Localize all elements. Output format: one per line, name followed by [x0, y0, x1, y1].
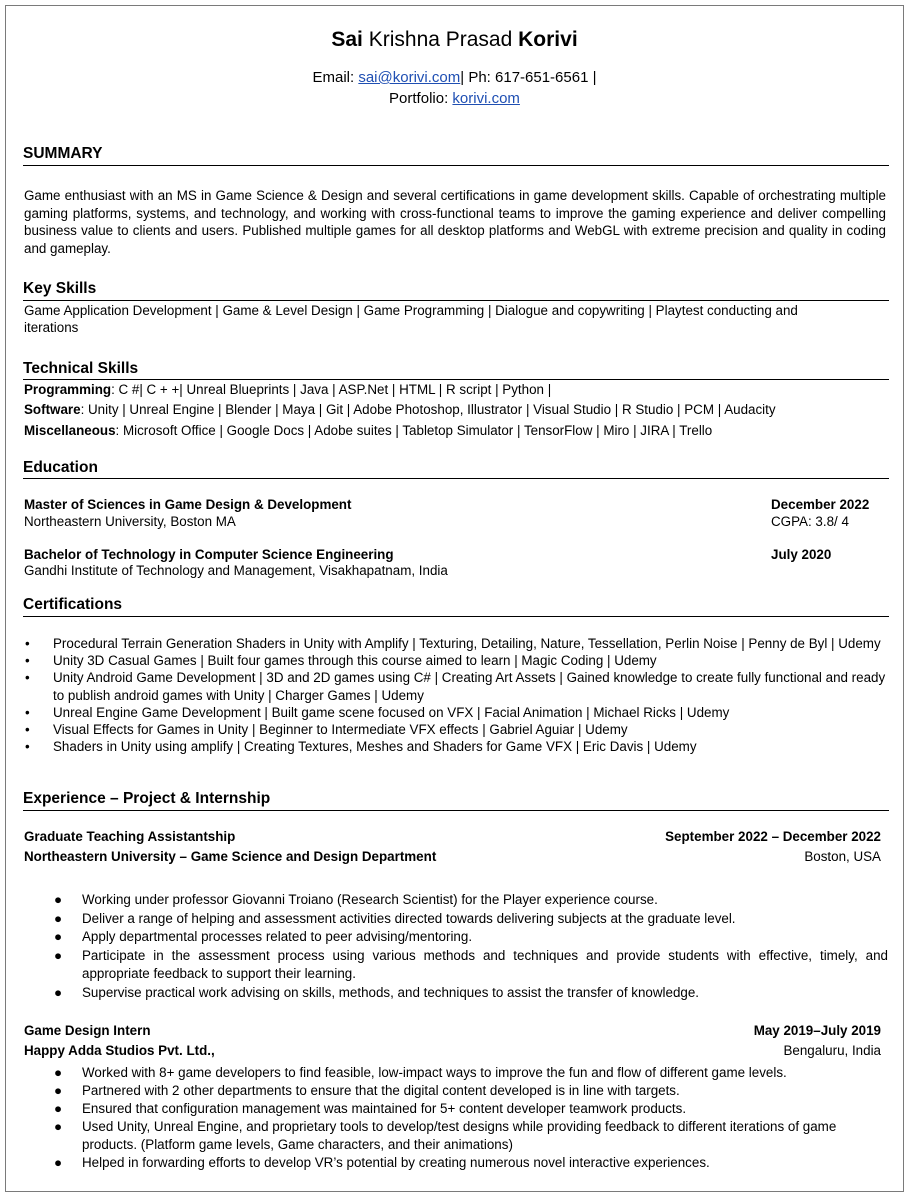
education-heading: Education [23, 459, 98, 476]
list-item-text: Helped in forwarding efforts to develop VR’s potential by creating numerous novel interactive experiences. [82, 1155, 710, 1170]
key-skills-line-1: Game Application Development | Game & Level Design | Game Programming | Dialogue and copywriting | Playtest conducting and [24, 303, 798, 318]
list-item [54, 1064, 882, 1082]
resume-page [5, 5, 904, 1192]
education-rule [23, 478, 889, 479]
experience-heading: Experience – Project & Internship [23, 790, 271, 807]
list-item-text: Unity Android Game Development | 3D and 2D games using C# | Creating Art Assets | Gained knowledge to create fully functional and ready to publish android games with Unity | Charger Games | Udemy [53, 670, 886, 703]
list-item-text: Deliver a range of helping and assessment activities directed towards delivering subjects at the graduate level. [82, 910, 736, 926]
list-item [54, 910, 888, 929]
bullet-icon: ● [54, 1083, 63, 1098]
list-item-text: Procedural Terrain Generation Shaders in Unity with Amplify | Texturing, Detailing, Nature, Tessellation, Perlin Noise | Penny de Byl | Udemy [53, 636, 881, 651]
skills-row-value: : Microsoft Office | Google Docs | Adobe suites | Tabletop Simulator | TensorFlow | Miro | JIRA | Trello [115, 423, 713, 438]
skills-row-value: : C #| C + +| Unreal Blueprints | Java | ASP.Net | HTML | R script | Python | [111, 382, 552, 397]
list-item-text: Unity 3D Casual Games | Built four games through this course aimed to learn | Magic Coding | Udemy [53, 653, 657, 669]
bullet-icon: ● [54, 1155, 63, 1170]
bullet-icon: • [25, 636, 30, 651]
phone-text: | Ph: 617-651-6561 | [460, 69, 597, 86]
edu-school: Gandhi Institute of Technology and Management, Visakhapatnam, India [24, 563, 448, 578]
list-item [54, 1118, 882, 1154]
list-item [54, 984, 888, 1003]
list-item [54, 1082, 882, 1100]
first-name: Sai [331, 28, 363, 51]
list-item-text: Visual Effects for Games in Unity | Beginner to Intermediate VFX effects | Gabriel Aguiar | Udemy [53, 722, 628, 738]
bullet-icon: • [25, 670, 30, 686]
job-org: Northeastern University – Game Science and Design Department [24, 849, 437, 864]
portfolio-line [6, 88, 903, 109]
technical-skills-rule [23, 379, 889, 380]
technical-skills-heading: Technical Skills [23, 360, 139, 377]
certifications-heading: Certifications [23, 596, 123, 613]
email-link[interactable]: sai@korivi.com [358, 69, 461, 86]
key-skills-line-2: iterations [24, 320, 79, 335]
list-item [54, 1100, 882, 1118]
bullet-icon: ● [54, 892, 63, 907]
summary-rule [23, 165, 889, 166]
middle-name: Krishna Prasad [368, 28, 513, 51]
list-item [54, 928, 888, 947]
list-item-text: Supervise practical work advising on skills, methods, and techniques to assist the transfer of knowledge. [82, 984, 700, 1000]
list-item [25, 704, 889, 721]
list-item-text: Partnered with 2 other departments to ensure that the digital content developed is in line with targets. [82, 1083, 680, 1098]
key-skills-rule [23, 300, 889, 301]
portfolio-label: Portfolio: [389, 90, 449, 107]
bullet-icon: • [25, 722, 30, 738]
skills-row-miscellaneous [24, 423, 712, 438]
list-item-text: Apply departmental processes related to peer advising/mentoring. [82, 929, 473, 944]
bullet-icon: ● [54, 1119, 63, 1134]
list-item-text: Unreal Engine Game Development | Built game scene focused on VFX | Facial Animation | Michael Ricks | Udemy [53, 704, 730, 720]
bullet-icon: ● [54, 984, 63, 1000]
experience-rule [23, 810, 889, 811]
list-item [25, 738, 889, 755]
list-item [25, 652, 889, 669]
list-item [25, 669, 889, 703]
skills-row-label: Programming [24, 382, 112, 397]
certifications-list [25, 635, 889, 755]
skills-row-label: Miscellaneous [24, 423, 116, 438]
list-item-text: Participate in the assessment process using various methods and techniques and provide students with effective, timely, and appropriate feedback to support their learning. [82, 947, 888, 981]
list-item-text: Working under professor Giovanni Troiano (Research Scientist) for the Player experience course. [82, 892, 658, 907]
key-skills-heading: Key Skills [23, 280, 97, 297]
list-item-text: Ensured that configuration management was maintained for 5+ content developer teamwork products. [82, 1101, 687, 1116]
list-item-text: Shaders in Unity using amplify | Creating Textures, Meshes and Shaders for Game VFX | Eric Davis | Udemy [53, 739, 697, 755]
certifications-rule [23, 616, 889, 617]
job-role: Game Design Intern [24, 1023, 151, 1038]
list-item [25, 635, 889, 652]
job-bullets [54, 1064, 882, 1172]
edu-degree: Master of Sciences in Game Design & Development [24, 497, 352, 512]
edu-date: July 2020 [771, 547, 832, 562]
edu-gpa: CGPA: 3.8/ 4 [771, 514, 849, 529]
skills-row-software [24, 402, 776, 417]
bullet-icon: ● [54, 929, 63, 944]
job-date: May 2019–July 2019 [753, 1023, 881, 1038]
bullet-icon: ● [54, 1101, 63, 1116]
list-item-text: Worked with 8+ game developers to find feasible, low-impact ways to improve the fun and flow of different game levels. [82, 1065, 787, 1080]
edu-degree: Bachelor of Technology in Computer Science Engineering [24, 547, 394, 562]
job-date: September 2022 – December 2022 [665, 829, 881, 844]
edu-school: Northeastern University, Boston MA [24, 514, 236, 529]
skills-row-label: Software [24, 402, 81, 417]
list-item-text: Used Unity, Unreal Engine, and proprietary tools to develop/test designs while providing feedback to different iterations of game products. (Platform game levels, Game characters, and their animations) [82, 1119, 837, 1152]
bullet-icon: ● [54, 947, 63, 963]
job-org: Happy Adda Studios Pvt. Ltd., [24, 1043, 215, 1058]
bullet-icon: • [25, 704, 30, 720]
candidate-name [6, 28, 903, 52]
summary-heading: SUMMARY [23, 145, 103, 162]
edu-date: December 2022 [771, 497, 870, 512]
bullet-icon: • [25, 653, 30, 669]
last-name: Korivi [518, 28, 578, 51]
job-role: Graduate Teaching Assistantship [24, 829, 236, 844]
job-location: Boston, USA [804, 849, 881, 864]
bullet-icon: • [25, 739, 30, 755]
job-location: Bengaluru, India [783, 1043, 881, 1058]
contact-line [6, 67, 903, 88]
email-label: Email: [312, 69, 355, 86]
list-item [54, 891, 888, 910]
skills-row-value: : Unity | Unreal Engine | Blender | Maya | Git | Adobe Photoshop, Illustrator | Visual Studio | R Studio | PCM | Audacity [80, 402, 776, 417]
bullet-icon: ● [54, 1065, 63, 1080]
job-bullets [54, 891, 888, 1002]
list-item [54, 947, 888, 984]
summary-text: Game enthusiast with an MS in Game Science & Design and several certifications in game development skills. Capable of orchestrating multiple gaming platforms, systems, and technology, and working with cross-functional teams to improve the gaming experience and deliver compelling business value to clients and users. Published multiple games for all desktop platforms and WebGL with extreme precision and quality in coding and gameplay. [24, 188, 886, 256]
bullet-icon: ● [54, 910, 63, 926]
list-item [54, 1154, 882, 1172]
skills-row-programming [24, 382, 551, 397]
portfolio-link[interactable]: korivi.com [452, 90, 520, 107]
list-item [25, 721, 889, 738]
